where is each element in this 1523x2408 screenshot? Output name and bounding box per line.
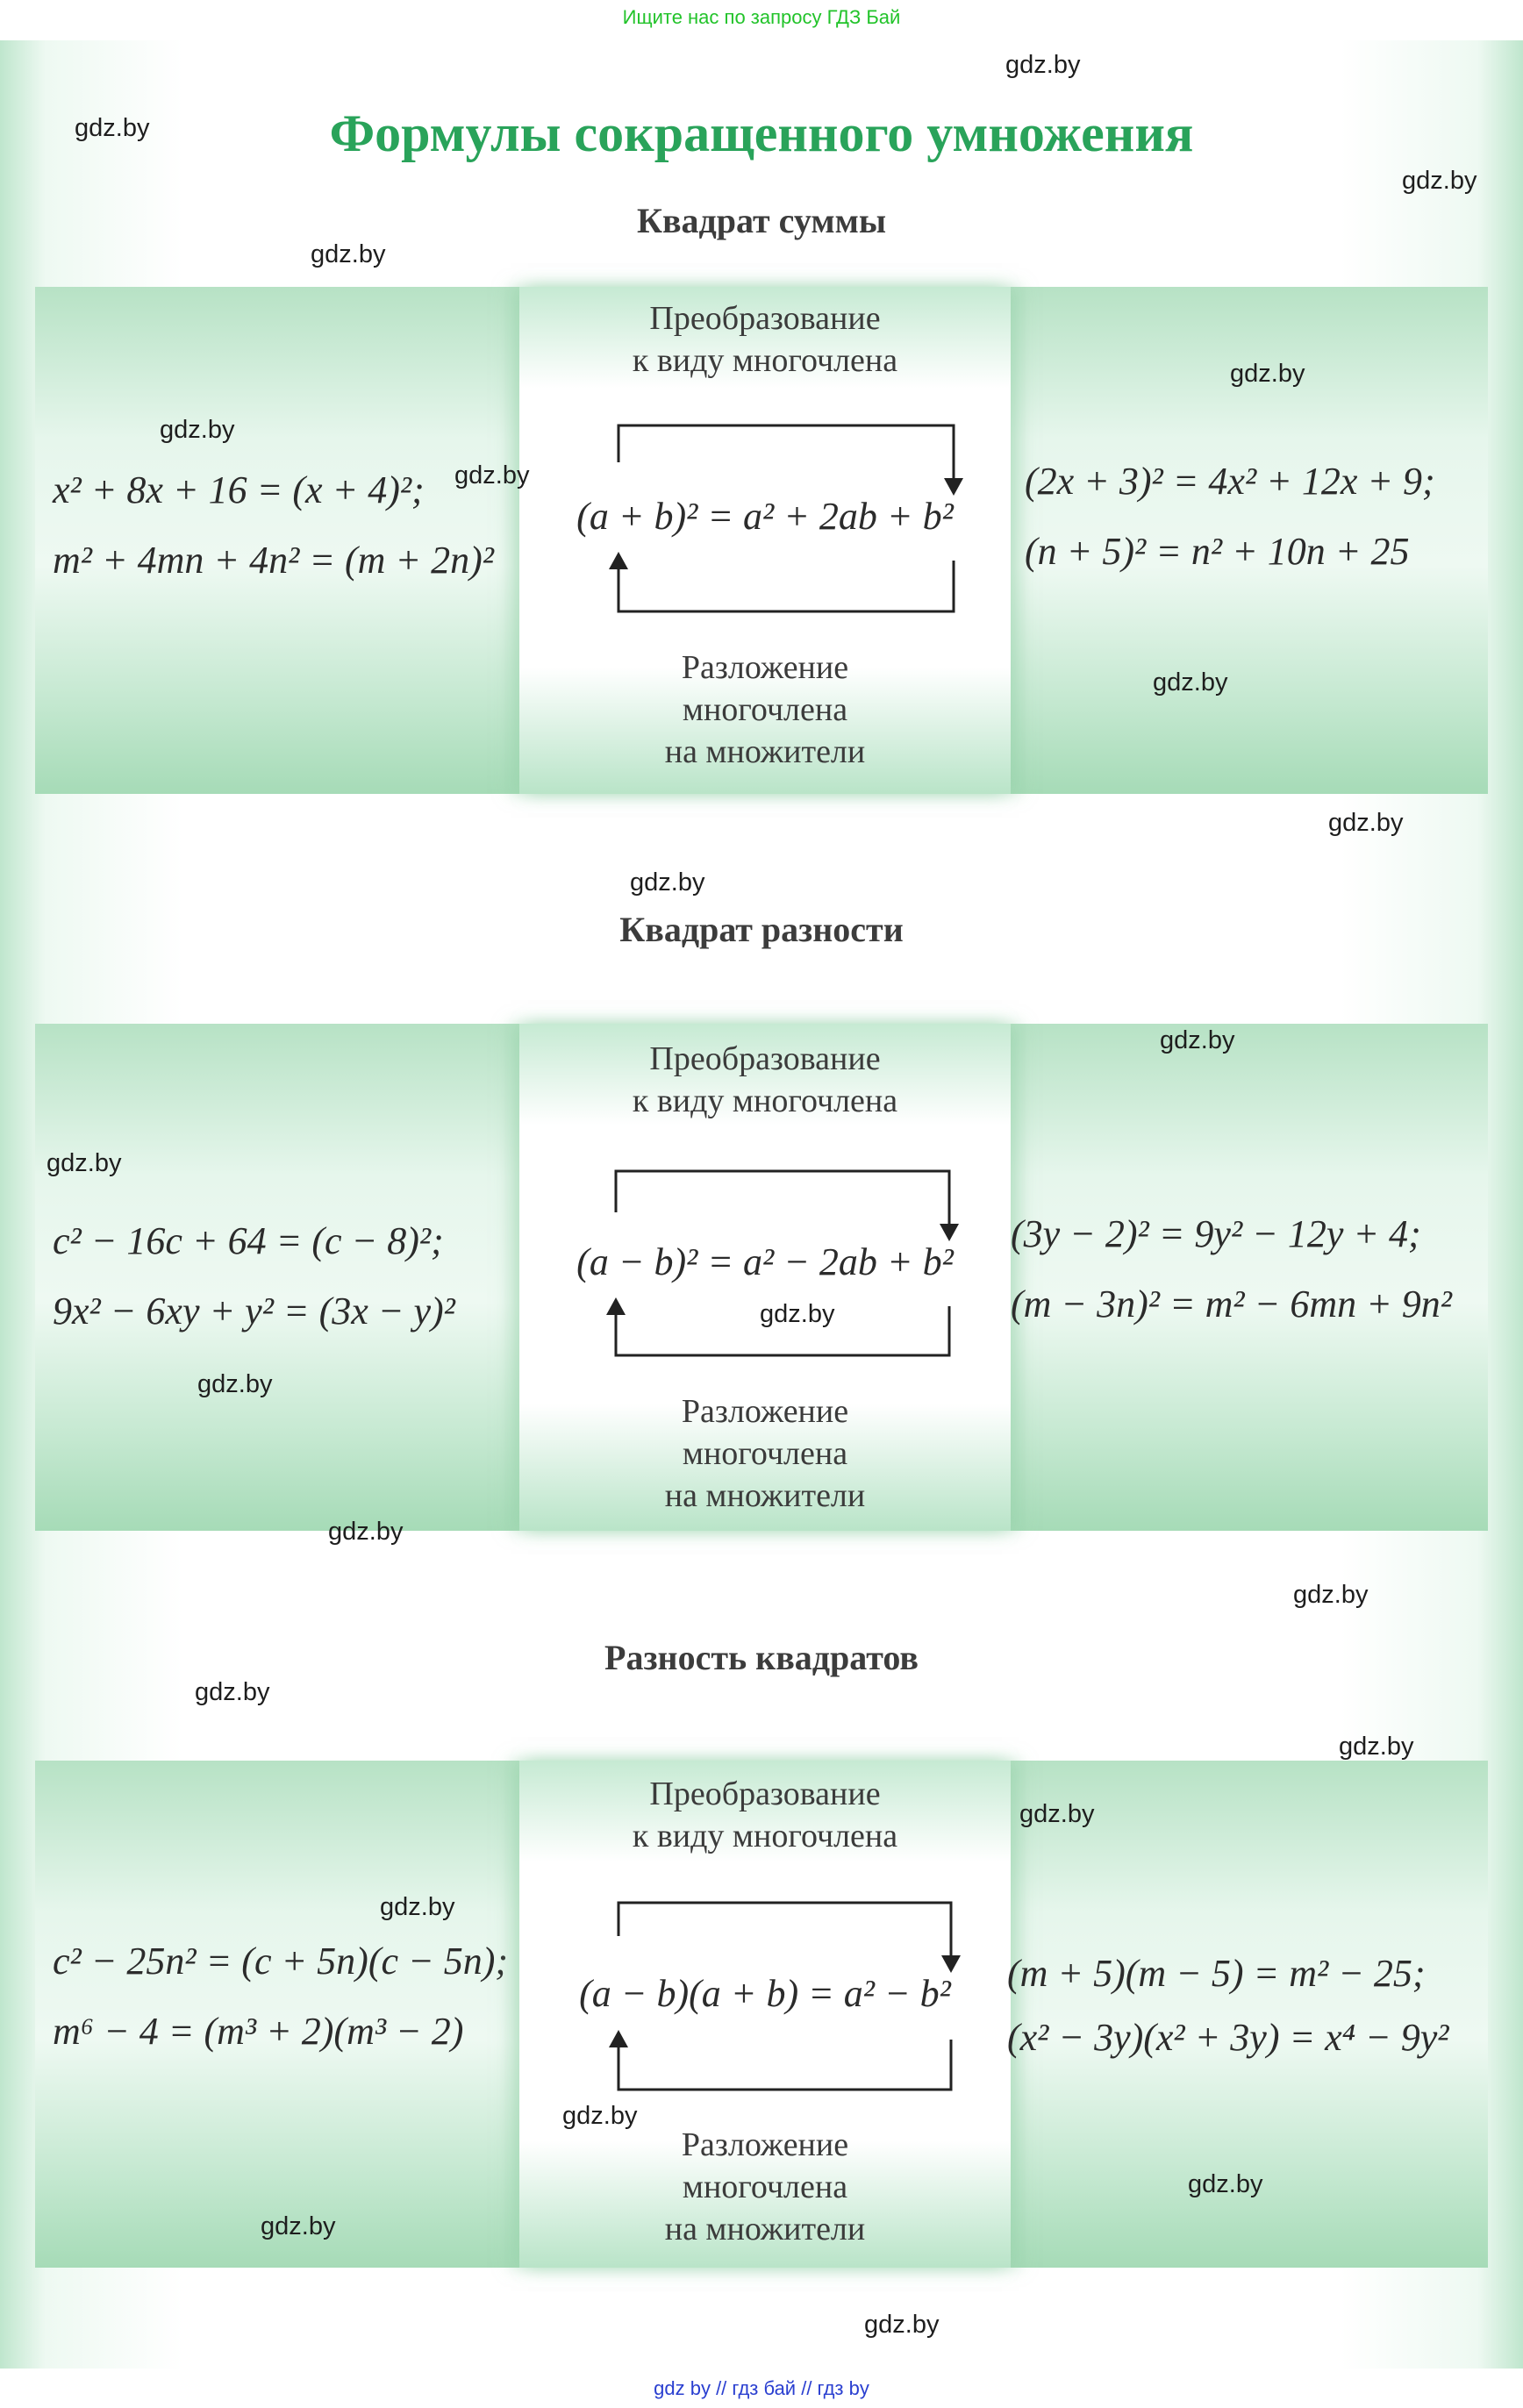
watermark: gdz.by [630,868,705,897]
watermark: gdz.by [1402,167,1477,195]
top-label-line-2: к виду многочлена [632,1818,898,1854]
watermark: gdz.by [75,114,150,142]
left-example-2: m⁶ − 4 = (m³ + 2)(m³ − 2) [53,2010,464,2053]
top-label-line-2: к виду многочлена [632,342,898,379]
watermark: gdz.by [46,1149,122,1177]
center-panel [519,1761,1011,2268]
top-label-line-1: Преобразование [649,1776,881,1812]
watermark: gdz.by [328,1518,404,1546]
bottom-label-line-1: Разложение [681,1393,849,1430]
watermark: gdz.by [197,1370,273,1398]
bottom-label-line-3: на множители [664,2211,866,2247]
right-example-1: (3y − 2)² = 9y² − 12y + 4; [1011,1212,1421,1255]
watermark: gdz.by [1019,1800,1095,1828]
watermark: gdz.by [562,2102,638,2130]
watermark: gdz.by [261,2212,336,2240]
top-label-line-1: Преобразование [649,1040,881,1077]
bottom-label-line-2: многочлена [682,691,848,728]
section-title-square-of-sum: Квадрат суммы [636,201,887,240]
top-label-line-1: Преобразование [649,300,881,337]
section-band-square-of-difference [35,1024,1488,1531]
bottom-label-line-3: на множители [664,733,866,770]
center-panel [519,1024,1011,1531]
right-example-2: (x² − 3y)(x² + 3y) = x⁴ − 9y² [1007,2016,1449,2059]
section-title-square-of-difference: Квадрат разности [619,910,904,949]
bottom-label-line-1: Разложение [681,649,849,686]
center-panel [519,287,1011,794]
right-example-1: (2x + 3)² = 4x² + 12x + 9; [1025,460,1435,503]
left-example-2: m² + 4mn + 4n² = (m + 2n)² [53,539,494,582]
bottom-label-line-1: Разложение [681,2126,849,2163]
watermark: gdz.by [1188,2170,1263,2198]
footer-links[interactable]: gdz by // гдз бай // гдз by [654,2377,869,2399]
left-example-1: c² − 16c + 64 = (c − 8)²; [53,1219,444,1262]
right-example-2: (m − 3n)² = m² − 6mn + 9n² [1011,1283,1452,1325]
watermark: gdz.by [1160,1026,1235,1054]
watermark: gdz.by [160,416,235,444]
watermark: gdz.by [1230,360,1305,388]
main-formula: (a − b)(a + b) = a² − b² [579,1972,951,2015]
section-title-difference-of-squares: Разность квадратов [604,1638,919,1677]
watermark: gdz.by [195,1678,270,1706]
watermark: gdz.by [454,461,530,489]
page-title: Формулы сокращенного умножения [329,104,1194,162]
right-example-1: (m + 5)(m − 5) = m² − 25; [1007,1952,1426,1995]
watermark: gdz.by [380,1893,455,1921]
main-formula: (a + b)² = a² + 2ab + b² [576,495,954,538]
watermark: gdz.by [1153,668,1228,697]
watermark: gdz.by [1339,1733,1414,1761]
main-formula: (a − b)² = a² − 2ab + b² [576,1240,954,1283]
watermark: gdz.by [1293,1581,1369,1609]
watermark: gdz.by [1005,51,1081,79]
watermark: gdz.by [864,2311,940,2339]
left-example-1: c² − 25n² = (c + 5n)(c − 5n); [53,1940,508,1983]
watermark: gdz.by [760,1300,835,1328]
bottom-label-line-3: на множители [664,1477,866,1514]
section-band-difference-of-squares [35,1761,1488,2268]
bottom-label-line-2: многочлена [682,2169,848,2205]
watermark: gdz.by [1328,809,1404,837]
left-example-2: 9x² − 6xy + y² = (3x − y)² [53,1290,455,1333]
right-example-2: (n + 5)² = n² + 10n + 25 [1025,530,1410,573]
watermark: gdz.by [311,240,386,268]
left-example-1: x² + 8x + 16 = (x + 4)²; [53,468,425,511]
top-label-line-2: к виду многочлена [632,1083,898,1119]
top-banner[interactable]: Ищите нас по запросу ГДЗ Бай [622,6,901,28]
bottom-label-line-2: многочлена [682,1435,848,1472]
